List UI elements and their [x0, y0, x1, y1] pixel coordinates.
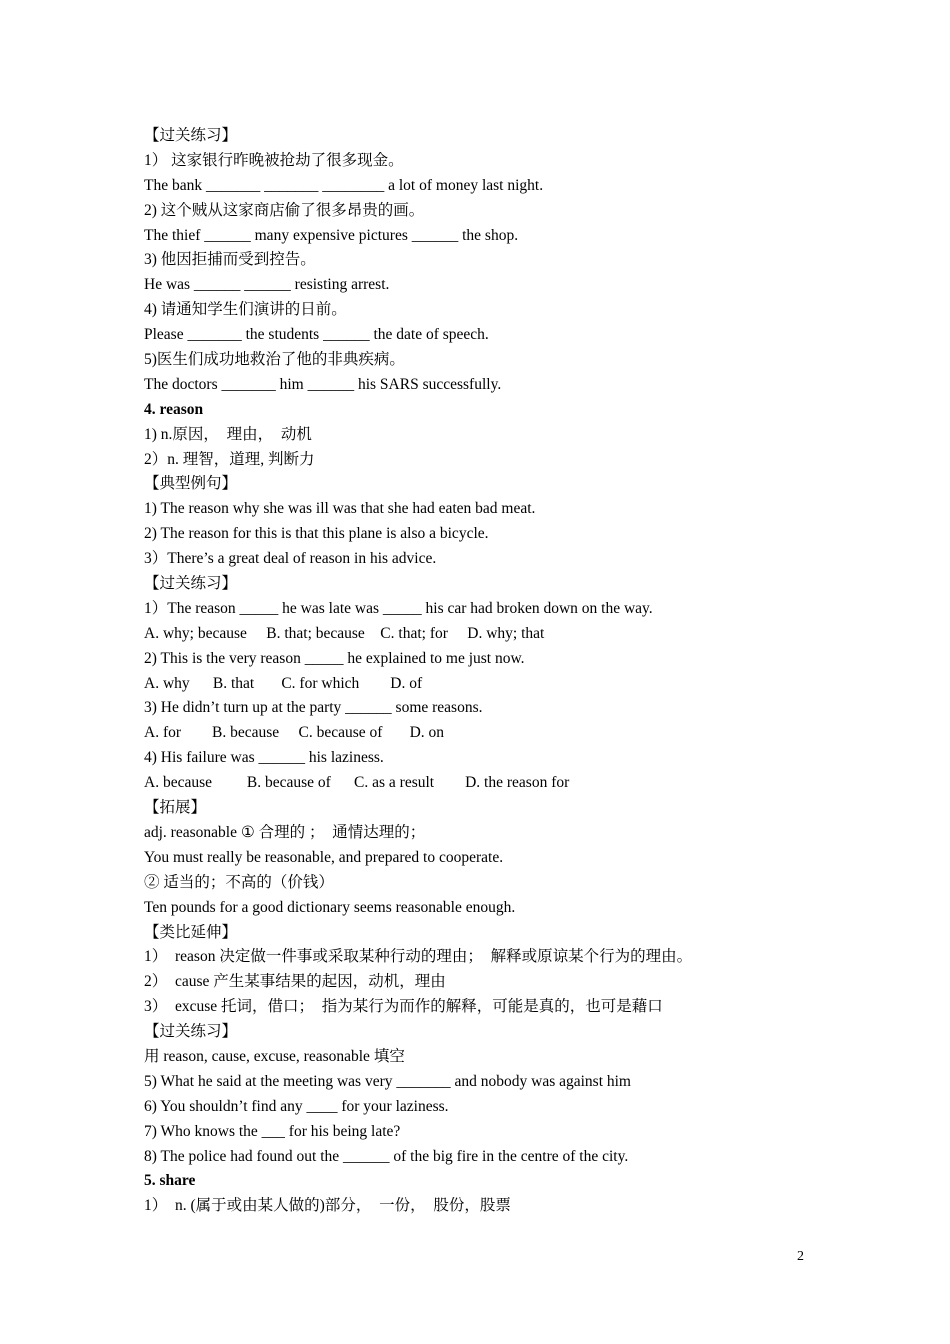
text-line: A. because B. because of C. as a result D. the reason for [144, 774, 570, 792]
page-number: 2 [797, 1249, 804, 1264]
text-line: The thief ______ many expensive pictures ______ the shop. [144, 226, 519, 244]
text-line: 5) What he said at the meeting was very _______ and nobody was against him [144, 1072, 631, 1090]
text-line: 3) 他因拒捕而受到控告。 [144, 251, 316, 269]
text-line: 【过关练习】 [144, 575, 238, 593]
text-line: 1) n.原因， 理由， 动机 [144, 425, 312, 443]
text-line: A. for B. because C. because of D. on [144, 724, 445, 742]
text-line: 8) The police had found out the ______ of the big fire in the centre of the city. [144, 1147, 629, 1165]
text-line: The doctors _______ him ______ his SARS successfully. [144, 375, 502, 393]
text-line: 4) His failure was ______ his laziness. [144, 749, 384, 767]
text-line: 【拓展】 [144, 799, 207, 817]
text-line: 2） cause 产生某事结果的起因，动机，理由 [144, 973, 446, 991]
text-line: 7) Who knows the ___ for his being late? [144, 1122, 401, 1140]
text-line: 1） 这家银行昨晚被抢劫了很多现金。 [144, 151, 404, 169]
section-heading: 4. reason [144, 400, 204, 418]
text-line: He was ______ ______ resisting arrest. [144, 276, 390, 294]
text-line: A. why B. that C. for which D. of [144, 674, 423, 692]
text-line: 2）n. 理智，道理, 判断力 [144, 450, 315, 468]
section-heading: 5. share [144, 1172, 196, 1190]
text-line: Please _______ the students ______ the date of speech. [144, 326, 489, 344]
text-line: 6) You shouldn’t find any ____ for your laziness. [144, 1097, 449, 1115]
text-line: You must really be reasonable, and prepared to cooperate. [144, 848, 504, 866]
text-line: 【典型例句】 [144, 475, 238, 493]
text-line: 3) He didn’t turn up at the party ______ some reasons. [144, 699, 483, 717]
text-line: 1） n. (属于或由某人做的)部分， 一份， 股份，股票 [144, 1197, 511, 1215]
document-body [144, 124, 844, 1219]
text-line: A. why; because B. that; because C. that; for D. why; that [144, 624, 545, 642]
text-line: 2) 这个贼从这家商店偷了很多昂贵的画。 [144, 201, 425, 219]
text-line: 1）The reason _____ he was late was _____ his car had broken down on the way. [144, 599, 653, 617]
text-line: 用 reason, cause, excuse, reasonable 填空 [144, 1047, 405, 1065]
text-line: 5)医生们成功地救治了他的非典疾病。 [144, 351, 405, 369]
text-line: 4) 请通知学生们演讲的日前。 [144, 301, 347, 319]
text-line: 2) The reason for this is that this plane is also a bicycle. [144, 525, 489, 543]
text-line: 1) The reason why she was ill was that she had eaten bad meat. [144, 500, 536, 518]
text-line: 【过关练习】 [144, 1023, 238, 1041]
text-line: 2) This is the very reason _____ he explained to me just now. [144, 649, 525, 667]
text-line: adj. reasonable ① 合理的 ； 通情达理的； [144, 823, 426, 841]
text-line: 3） excuse 托词，借口； 指为某行为而作的解释，可能是真的，也可是藉口 [144, 998, 663, 1016]
text-line: 【类比延伸】 [144, 923, 238, 941]
text-line: The bank _______ _______ ________ a lot of money last night. [144, 176, 544, 194]
text-line: 3）There’s a great deal of reason in his advice. [144, 550, 437, 568]
text-line: ② 适当的；不高的（价钱） [144, 873, 334, 891]
text-line: 1） reason 决定做一件事或采取某种行动的理由； 解释或原谅某个行为的理由。 [144, 948, 693, 966]
text-line: 【过关练习】 [144, 127, 238, 144]
text-line: Ten pounds for a good dictionary seems reasonable enough. [144, 898, 516, 916]
